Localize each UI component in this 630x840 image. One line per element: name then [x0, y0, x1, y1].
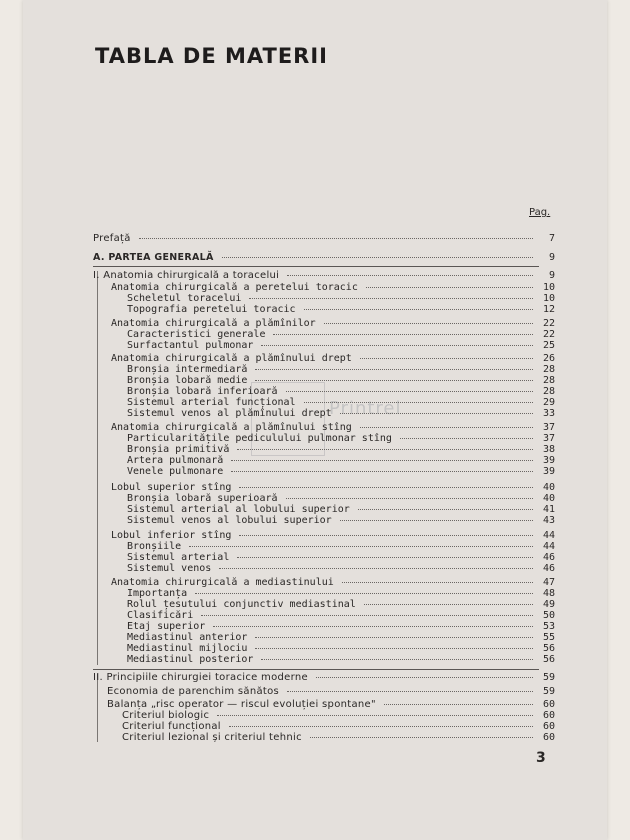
toc-entry: [122, 732, 555, 743]
toc-entry-page: 28: [542, 386, 555, 397]
toc-entry-label: Criteriul biologic: [122, 710, 210, 721]
toc-entry-page: 9: [548, 252, 555, 263]
toc-entry-page: 28: [542, 364, 555, 375]
dot-leader: [310, 737, 533, 738]
toc-entry-page: 50: [542, 610, 555, 621]
dot-leader: [255, 637, 533, 638]
toc-entry-page: 22: [542, 329, 555, 340]
toc-entry: [127, 493, 555, 504]
dot-leader: [217, 715, 533, 716]
toc-entry-page: 10: [542, 293, 555, 304]
toc-entry-page: 44: [542, 530, 555, 541]
dot-leader: [222, 257, 533, 258]
toc-entry-page: 60: [542, 699, 555, 710]
dot-leader: [340, 413, 533, 414]
dot-leader: [231, 471, 533, 472]
toc-entry-label: Criteriul funcțional: [122, 721, 221, 732]
dot-leader: [231, 460, 533, 461]
toc-entry-page: 43: [542, 515, 555, 526]
dot-leader: [360, 358, 533, 359]
toc-entry-page: 9: [548, 270, 555, 281]
toc-entry-label: Caracteristici generale: [127, 329, 266, 340]
toc-entry-label: Rolul țesutului conjunctiv mediastinal: [127, 599, 356, 610]
toc-entry: [127, 563, 555, 574]
toc-entry: [111, 577, 555, 588]
toc-entry-label: Importanța: [127, 588, 188, 599]
toc-entry-label: Bronșia lobară inferioară: [127, 386, 278, 397]
dot-leader: [139, 238, 533, 239]
toc-entry: [127, 444, 555, 455]
watermark-text: Printrel: [329, 398, 402, 419]
toc-entry: [127, 504, 555, 515]
toc-entry-label: Anatomia chirurgicală a mediastinului: [111, 577, 334, 588]
toc-entry: [127, 515, 555, 526]
dot-leader: [255, 648, 533, 649]
dot-leader: [255, 380, 533, 381]
dot-leader: [237, 449, 533, 450]
toc-entry-page: 55: [542, 632, 555, 643]
toc-entry-page: 60: [542, 721, 555, 732]
toc-entry: [127, 397, 555, 408]
dot-leader: [255, 369, 533, 370]
toc-entry-page: 59: [542, 686, 555, 697]
toc-entry: [127, 541, 555, 552]
toc-entry: [127, 632, 555, 643]
toc-entry-page: 28: [542, 375, 555, 386]
toc-entry-page: 56: [542, 643, 555, 654]
toc-entry-label: Bronșiile: [127, 541, 182, 552]
toc-entry-page: 60: [542, 710, 555, 721]
toc-entry-label: Mediastinul mijlociu: [127, 643, 248, 654]
dot-leader: [358, 509, 533, 510]
toc-entry: [127, 293, 555, 304]
toc-entry-page: 29: [542, 397, 555, 408]
toc-entry-label: Economia de parenchim sănătos: [107, 686, 280, 697]
toc-entry-page: 53: [542, 621, 555, 632]
dot-leader: [360, 427, 533, 428]
book-page: [23, 0, 607, 840]
toc-entry-label: Sistemul venos: [127, 563, 212, 574]
dot-leader: [213, 626, 533, 627]
toc-entry: [127, 340, 555, 351]
dot-leader: [201, 615, 533, 616]
toc-entry-page: 38: [542, 444, 555, 455]
toc-entry-label: Balanța „risc operator — riscul evoluției spontane": [107, 699, 376, 710]
toc-entry-label: Mediastinul posterior: [127, 654, 254, 665]
toc-entry: [111, 530, 555, 541]
toc-entry-page: 26: [542, 353, 555, 364]
toc-entry: [111, 318, 555, 329]
toc-entry: [93, 233, 555, 244]
toc-entry: [127, 433, 555, 444]
dot-leader: [316, 677, 533, 678]
toc-entry-page: 25: [542, 340, 555, 351]
toc-entry: [127, 304, 555, 315]
toc-entry: [127, 455, 555, 466]
toc-entry-page: 39: [542, 455, 555, 466]
toc-entry-page: 44: [542, 541, 555, 552]
dot-leader: [304, 309, 533, 310]
dot-leader: [364, 604, 533, 605]
dot-leader: [261, 345, 533, 346]
toc-entry-label: Anatomia chirurgicală a plămînului drept: [111, 353, 352, 364]
toc-entry: [127, 552, 555, 563]
dot-leader: [400, 438, 533, 439]
toc-entry-label: I. Anatomia chirurgicală a toracelui: [93, 270, 280, 281]
toc-entry-page: 10: [542, 282, 555, 293]
toc-entry-page: 37: [542, 422, 555, 433]
toc-entry-label: Lobul superior stîng: [111, 482, 232, 493]
page-number: 3: [536, 750, 546, 766]
toc-entry: [127, 610, 555, 621]
toc-entry-label: Sistemul arterial al lobului superior: [127, 504, 350, 515]
toc-entry-page: 33: [542, 408, 555, 419]
toc-entry-label: Etaj superior: [127, 621, 206, 632]
toc-entry-label: Sistemul venos al plămînului drept: [127, 408, 332, 419]
toc-entry: [111, 282, 555, 293]
toc-entry-label: Mediastinul anterior: [127, 632, 248, 643]
dot-leader: [237, 557, 533, 558]
toc-entry: [111, 353, 555, 364]
toc-entry: [127, 588, 555, 599]
dot-leader: [229, 726, 533, 727]
toc-entry-page: 46: [542, 552, 555, 563]
toc-entry: [122, 710, 555, 721]
toc-entry-page: 56: [542, 654, 555, 665]
dot-leader: [239, 535, 533, 536]
toc-entry: [107, 699, 555, 710]
toc-entry-page: 7: [548, 233, 555, 244]
toc-entry-label: Artera pulmonară: [127, 455, 224, 466]
toc-entry-label: Bronșia lobară superioară: [127, 493, 278, 504]
toc-entry-label: Anatomia chirurgicală a plămînilor: [111, 318, 316, 329]
toc-entry-label: Particularitățile pediculului pulmonar stîng: [127, 433, 392, 444]
toc-entry-label: Venele pulmonare: [127, 466, 224, 477]
toc-entry-label: Sistemul venos al lobului superior: [127, 515, 332, 526]
dot-leader: [384, 704, 533, 705]
toc-entry: [127, 599, 555, 610]
toc-entry-label: Scheletul toracelui: [127, 293, 242, 304]
toc-entry: [127, 364, 555, 375]
toc-entry-page: 39: [542, 466, 555, 477]
toc-entry: [127, 621, 555, 632]
toc-entry-label: Topografia peretelui toracic: [127, 304, 296, 315]
toc-entry: [127, 386, 555, 397]
dot-leader: [366, 287, 533, 288]
toc-entry: [93, 252, 555, 263]
toc-entry-label: Bronșia lobară medie: [127, 375, 248, 386]
toc-entry: [127, 466, 555, 477]
table-of-contents: [23, 0, 607, 840]
toc-entry-page: 48: [542, 588, 555, 599]
dot-leader: [195, 593, 533, 594]
toc-entry-label: II. Principiile chirurgiei toracice moderne: [93, 672, 308, 683]
dot-leader: [287, 275, 533, 276]
toc-entry-page: 46: [542, 563, 555, 574]
dot-leader: [324, 323, 533, 324]
toc-entry-label: Sistemul arterial: [127, 552, 230, 563]
dot-leader: [340, 520, 533, 521]
toc-entry: [127, 643, 555, 654]
toc-entry: [111, 482, 555, 493]
toc-entry-label: A. PARTEA GENERALĂ: [93, 252, 214, 263]
toc-entry: [93, 672, 555, 683]
toc-entry-label: Bronșia primitivă: [127, 444, 230, 455]
toc-entry-page: 60: [542, 732, 555, 743]
toc-entry-label: Surfactantul pulmonar: [127, 340, 254, 351]
toc-entry-page: 59: [542, 672, 555, 683]
toc-entry-page: 12: [542, 304, 555, 315]
page-title: TABLA DE MATERII: [95, 44, 328, 68]
toc-entry-page: 41: [542, 504, 555, 515]
toc-entry-page: 40: [542, 482, 555, 493]
toc-entry-page: 49: [542, 599, 555, 610]
toc-entry: [122, 721, 555, 732]
toc-entry-page: 22: [542, 318, 555, 329]
toc-entry: [111, 422, 555, 433]
toc-entry-label: Anatomia chirurgicală a peretelui toracic: [111, 282, 358, 293]
dot-leader: [342, 582, 533, 583]
toc-entry-page: 47: [542, 577, 555, 588]
toc-entry-page: 40: [542, 493, 555, 504]
toc-entry: [107, 686, 555, 697]
toc-entry-label: Lobul inferior stîng: [111, 530, 232, 541]
toc-entry-label: Clasificări: [127, 610, 194, 621]
page-column-header: Pag.: [529, 207, 551, 218]
dot-leader: [261, 659, 533, 660]
toc-entry: [127, 654, 555, 665]
toc-entry-label: Bronșia intermediară: [127, 364, 248, 375]
toc-entry-label: Criteriul lezional și criteriul tehnic: [122, 732, 302, 743]
dot-leader: [189, 546, 533, 547]
toc-entry-label: Sistemul arterial funcțional: [127, 397, 296, 408]
dot-leader: [273, 334, 533, 335]
toc-entry: [127, 408, 555, 419]
dot-leader: [304, 402, 533, 403]
dot-leader: [286, 498, 533, 499]
toc-entry: [127, 375, 555, 386]
dot-leader: [286, 391, 533, 392]
dot-leader: [219, 568, 533, 569]
dot-leader: [239, 487, 533, 488]
dot-leader: [249, 298, 533, 299]
toc-entry: [93, 270, 555, 281]
dot-leader: [287, 691, 533, 692]
toc-entry-page: 37: [542, 433, 555, 444]
toc-entry-label: Anatomia chirurgicală a plămînului stîng: [111, 422, 352, 433]
toc-entry-label: Prefață: [93, 233, 131, 244]
toc-entry: [127, 329, 555, 340]
